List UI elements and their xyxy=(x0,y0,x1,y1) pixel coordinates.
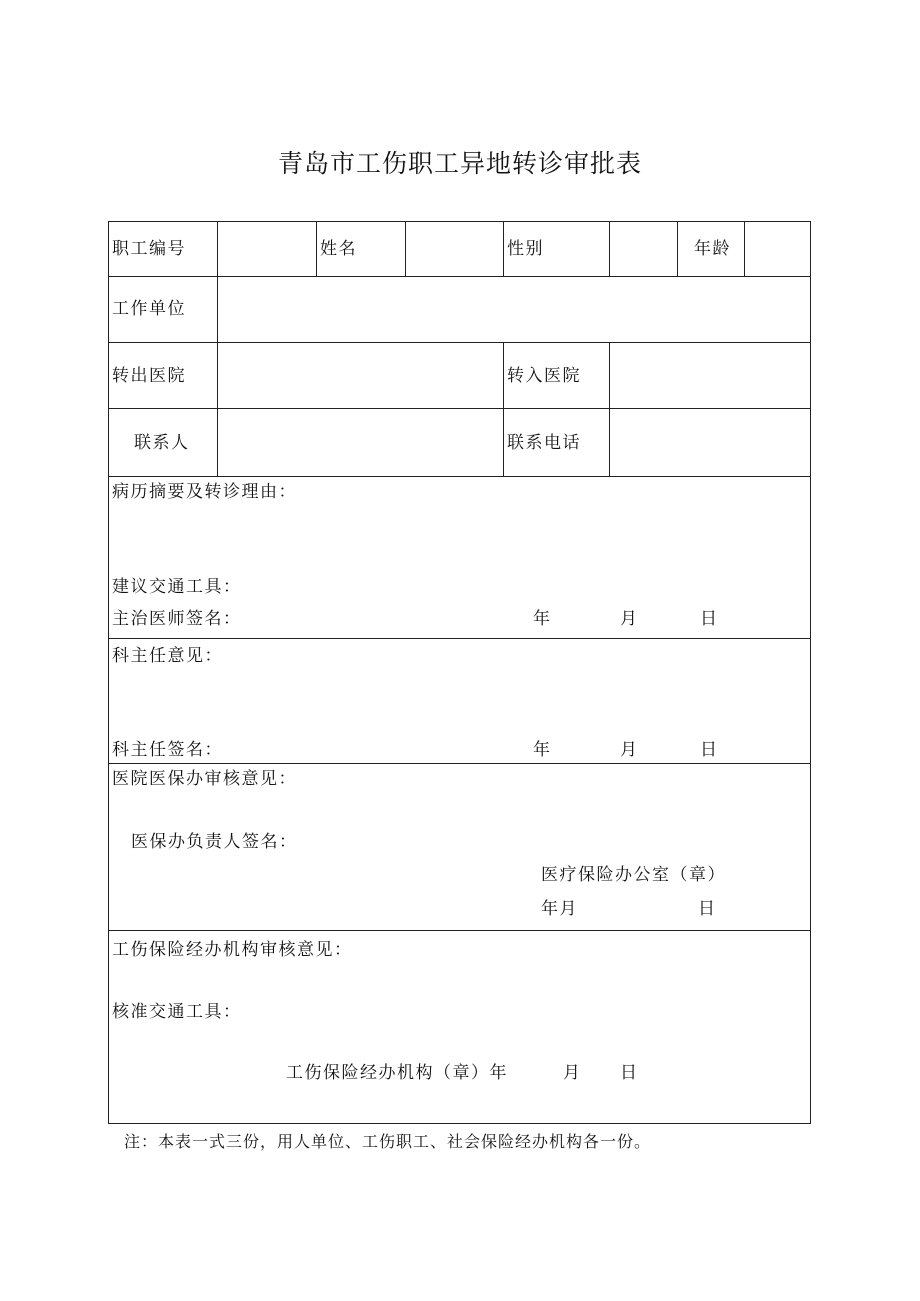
dept-director-opinion-label: 科主任意见： xyxy=(112,646,223,666)
work-unit-label: 工作单位 xyxy=(112,299,186,319)
dept-director-sign-label: 科主任签名： xyxy=(112,740,223,760)
transfer-in-label: 转入医院 xyxy=(507,366,581,386)
contact-phone-label: 联系电话 xyxy=(507,433,581,453)
work-unit-field[interactable] xyxy=(217,276,810,342)
suggested-transport-label: 建议交通工具： xyxy=(112,577,242,597)
transfer-in-hospital-field[interactable] xyxy=(609,342,810,408)
date-year-label: 年 xyxy=(533,740,552,760)
column-divider xyxy=(316,222,317,276)
contact-phone-field[interactable] xyxy=(609,408,810,476)
column-divider xyxy=(503,222,504,276)
attending-doctor-sign-label: 主治医师签名： xyxy=(112,609,242,629)
gender-label: 性别 xyxy=(507,239,544,259)
medical-history-label: 病历摘要及转诊理由： xyxy=(112,482,297,502)
insurance-office-head-sign-label: 医保办负责人签名： xyxy=(131,832,298,852)
insurance-office-opinion-label: 医院医保办审核意见： xyxy=(112,769,297,789)
age-label: 年龄 xyxy=(694,239,731,259)
date-year-label: 年 xyxy=(533,609,552,629)
medical-insurance-office-stamp-label: 医疗保险办公室（章） xyxy=(541,865,726,885)
age-field[interactable] xyxy=(744,222,810,276)
column-divider xyxy=(677,222,678,276)
transfer-out-hospital-field[interactable] xyxy=(217,342,503,408)
page-title: 青岛市工伤职工异地转诊审批表 xyxy=(277,149,642,178)
agency-stamp-label: 工伤保险经办机构（章）年 xyxy=(286,1063,508,1083)
name-label: 姓名 xyxy=(320,239,357,259)
name-field[interactable] xyxy=(405,222,503,276)
transfer-out-label: 转出医院 xyxy=(112,366,186,386)
employee-no-field[interactable] xyxy=(217,222,316,276)
approved-transport-label: 核准交通工具： xyxy=(112,1002,242,1022)
date-day-label: 日 xyxy=(700,609,719,629)
date-day-label: 日 xyxy=(698,899,717,919)
date-month-label: 月 xyxy=(563,1063,582,1083)
agency-opinion-label: 工伤保险经办机构审核意见： xyxy=(112,940,353,960)
date-month-label: 月 xyxy=(620,609,639,629)
employee-no-label: 职工编号 xyxy=(112,239,186,259)
date-month-label: 月 xyxy=(620,740,639,760)
date-day-label: 日 xyxy=(620,1063,639,1083)
contact-person-label: 联系人 xyxy=(134,433,190,453)
gender-field[interactable] xyxy=(609,222,677,276)
column-divider xyxy=(503,342,504,476)
footnote: 注：本表一式三份，用人单位、工伤职工、社会保险经办机构各一份。 xyxy=(124,1132,652,1151)
approval-form xyxy=(108,221,811,1124)
date-year-month-label: 年月 xyxy=(541,899,578,919)
date-day-label: 日 xyxy=(700,740,719,760)
contact-person-field[interactable] xyxy=(217,408,503,476)
